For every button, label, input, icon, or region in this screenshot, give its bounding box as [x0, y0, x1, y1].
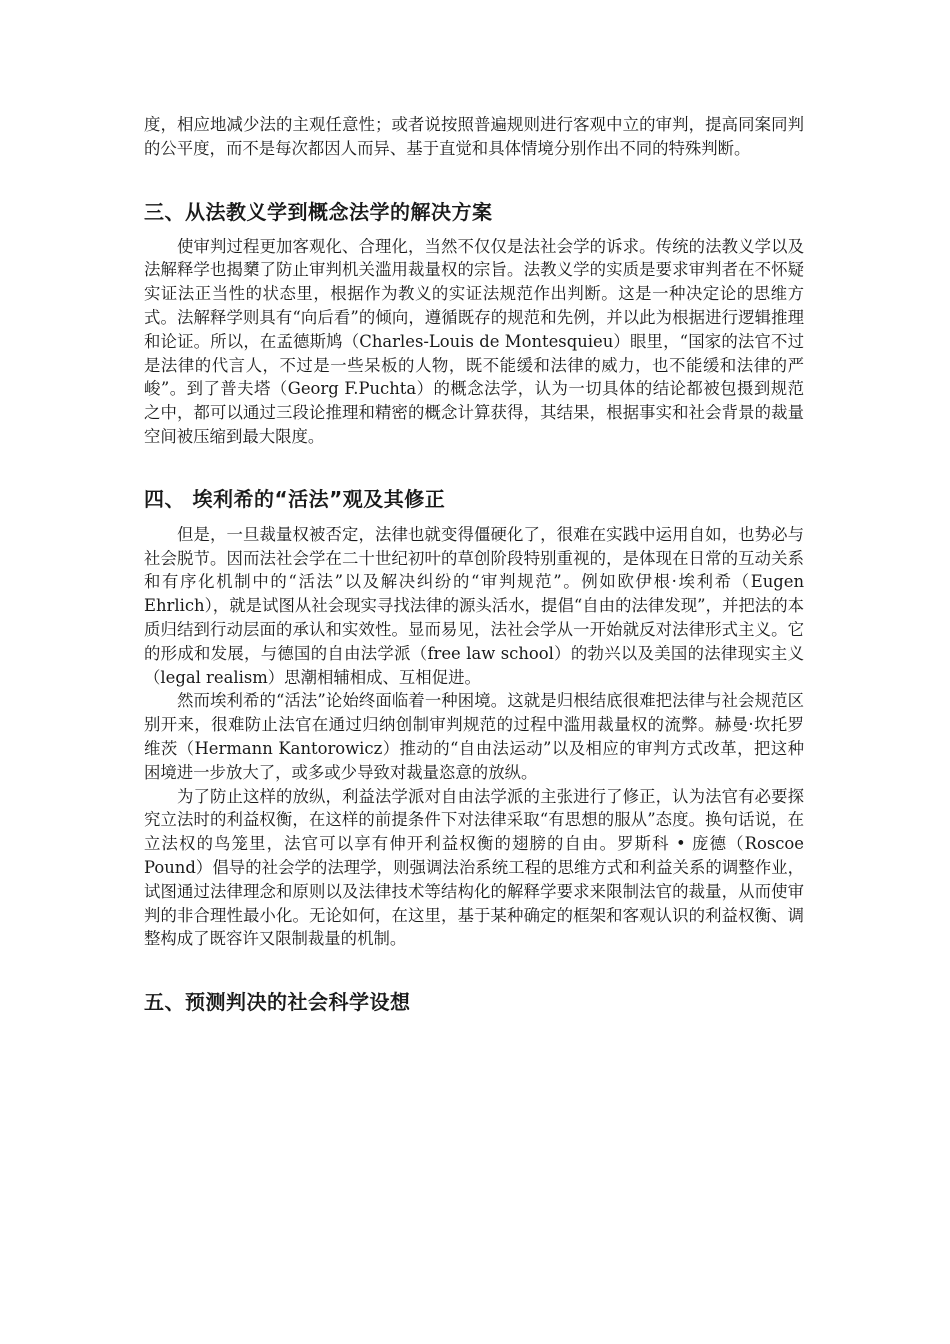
section-5-heading: 五、预测判决的社会科学设想	[144, 990, 411, 1015]
section-4-paragraph-1: 但是，一旦裁量权被否定，法律也就变得僵硬化了，很难在实践中运用自如，也势必与社会脱节。因而法社会学在二十世纪初叶的草创阶段特别重视的，是体现在日常的互动关系和有序化机制中的“活法”以及解决纠纷的“审判规范”。例如欧伊根·埃利希（Eugen Ehrlich），就是试图从社会现实寻找法律的源头活水，提倡“自由的法律发现”，并把法的本质归结到行动层面的承认和实效性。显而易见，法社会学从一开始就反对法律形式主义。它的形成和发展，与德国的自由法学派（free law school）的勃兴以及美国的法律现实主义（legal realism）思潮相辅相成、互相促进。	[144, 524, 804, 687]
section-4-paragraph-3: 为了防止这样的放纵，利益法学派对自由法学派的主张进行了修正，认为法官有必要探究立法时的利益权衡，在这样的前提条件下对法律采取“有思想的服从”态度。换句话说，在立法权的鸟笼里，法官可以享有伸开利益权衡的翅膀的自由。罗斯科 • 庞德（Roscoe Pound）倡导的社会学的法理学，则强调法治系统工程的思维方式和利益关系的调整作业，试图通过法律理念和原则以及法律技术等结构化的解释学要求来限制法官的裁量，从而使审判的非合理性最小化。无论如何，在这里，基于某种确定的框架和客观认识的利益权衡、调整构成了既容许又限制裁量的机制。	[144, 786, 804, 949]
document-page	[144, 113, 804, 1017]
section-3-paragraph-1: 使审判过程更加客观化、合理化，当然不仅仅是法社会学的诉求。传统的法教义学以及法解释学也揭櫫了防止审判机关滥用裁量权的宗旨。法教义学的实质是要求审判者在不怀疑实证法正当性的状态里，根据作为教义的实证法规范作出判断。这是一种决定论的思维方式。法解释学则具有“向后看”的倾向，遵循既存的规范和先例，并以此为根据进行逻辑推理和论证。所以，在孟德斯鸠（Charles-Louis de Montesquieu）眼里，“国家的法官不过是法律的代言人，不过是一些呆板的人物，既不能缓和法律的威力，也不能缓和法律的严峻”。到了普夫塔（Georg F.Puchta）的概念法学，认为一切具体的结论都被包摄到规范之中，都可以通过三段论推理和精密的概念计算获得，其结果，根据事实和社会背景的裁量空间被压缩到最大限度。	[144, 236, 804, 446]
intro-paragraph: 度，相应地减少法的主观任意性；或者说按照普遍规则进行客观中立的审判，提高同案同判的公平度，而不是每次都因人而异、基于直觉和具体情境分别作出不同的特殊判断。	[144, 115, 804, 158]
section-3-heading: 三、从法教义学到概念法学的解决方案	[144, 199, 493, 224]
section-4-heading: 四、 埃利希的“活法”观及其修正	[144, 486, 446, 511]
section-4-paragraph-2: 然而埃利希的“活法”论始终面临着一种困境。这就是归根结底很难把法律与社会规范区别开来，很难防止法官在通过归纳创制审判规范的过程中滥用裁量权的流弊。赫曼·坎托罗维茨（Hermann Kantorowicz）推动的“自由法运动”以及相应的审判方式改革，把这种困境进一步放大了，或多或少导致对裁量恣意的放纵。	[144, 691, 804, 782]
